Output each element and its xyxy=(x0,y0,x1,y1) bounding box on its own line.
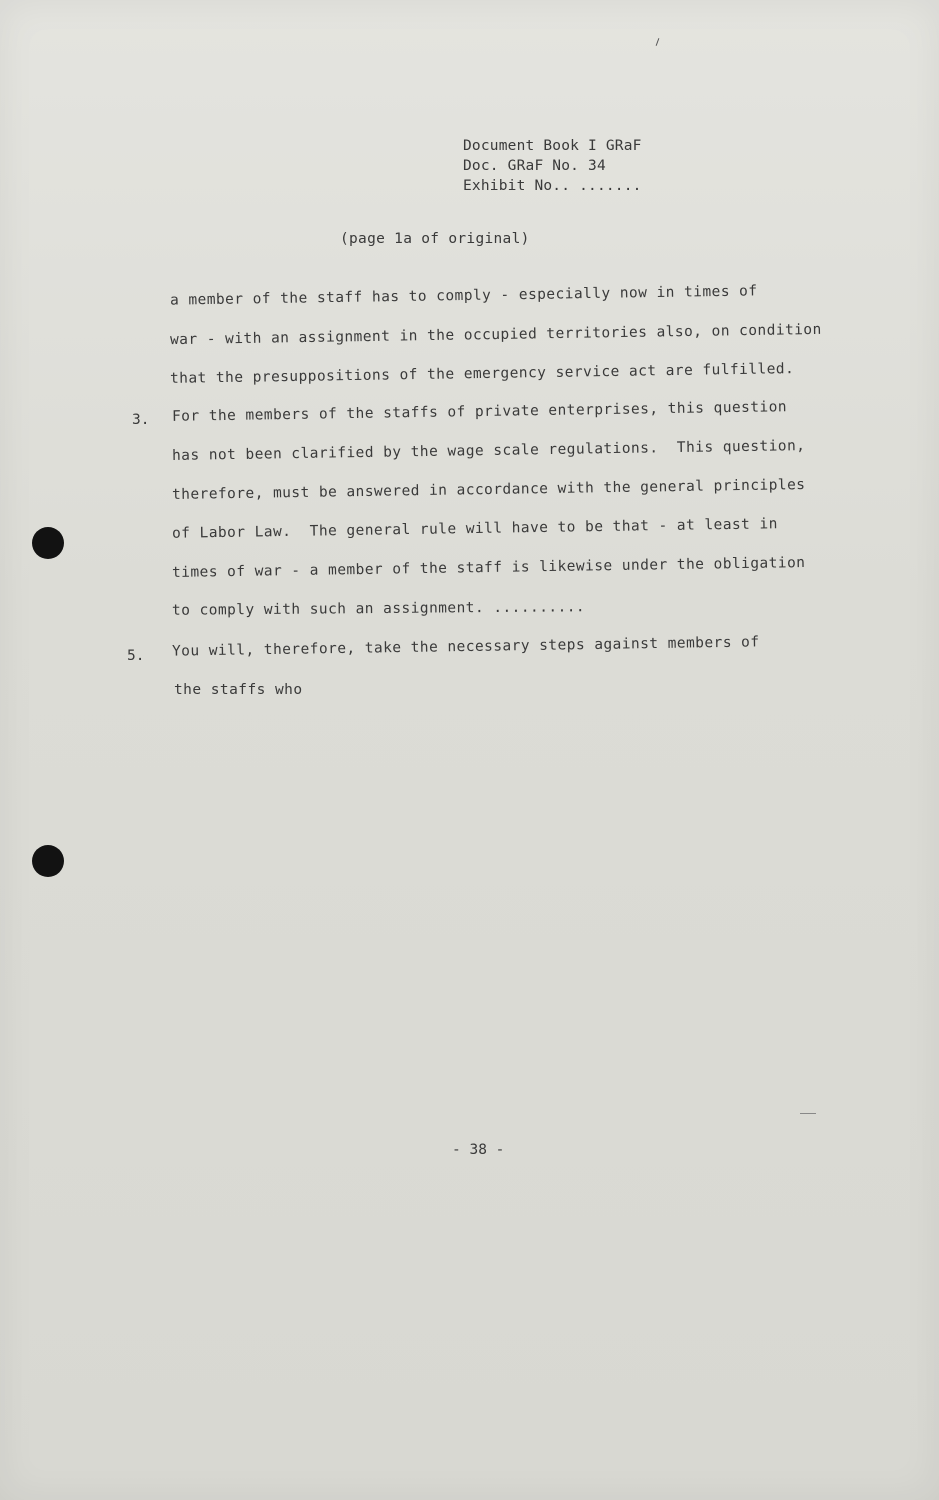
body-line: therefore, must be answered in accordance with the general principles xyxy=(171,477,806,503)
body-line: the staffs who xyxy=(174,682,303,698)
body-line: to comply with such an assignment. .......... xyxy=(171,599,586,619)
body-line: that the presuppositions of the emergency service act are fulfilled. xyxy=(169,361,795,387)
punch-hole xyxy=(32,527,64,559)
stray-mark xyxy=(800,1113,816,1114)
punch-hole xyxy=(32,845,64,877)
item-number: 3. xyxy=(132,412,150,428)
header-document-book: Document Book I GRaF xyxy=(463,138,642,154)
header-doc-number: Doc. GRaF No. 34 xyxy=(463,158,606,174)
header-exhibit-number: Exhibit No.. ....... xyxy=(463,178,642,194)
document-header xyxy=(463,136,642,196)
body-line: For the members of the staffs of private enterprises, this question xyxy=(171,399,788,425)
body-line: of Labor Law. The general rule will have to be that - at least in xyxy=(171,516,778,542)
page-subheading: (page 1a of original) xyxy=(340,231,530,247)
body-line: You will, therefore, take the necessary steps against members of xyxy=(171,634,760,660)
item-number: 5. xyxy=(127,648,145,664)
body-line: has not been clarified by the wage scale regulations. This question, xyxy=(171,438,806,464)
body-line: war - with an assignment in the occupied territories also, on condition xyxy=(169,321,822,349)
pen-mark xyxy=(656,38,660,46)
body-line: a member of the staff has to comply - especially now in times of xyxy=(169,283,758,309)
page-number: - 38 - xyxy=(452,1142,505,1158)
body-line: times of war - a member of the staff is likewise under the obligation xyxy=(171,555,806,581)
